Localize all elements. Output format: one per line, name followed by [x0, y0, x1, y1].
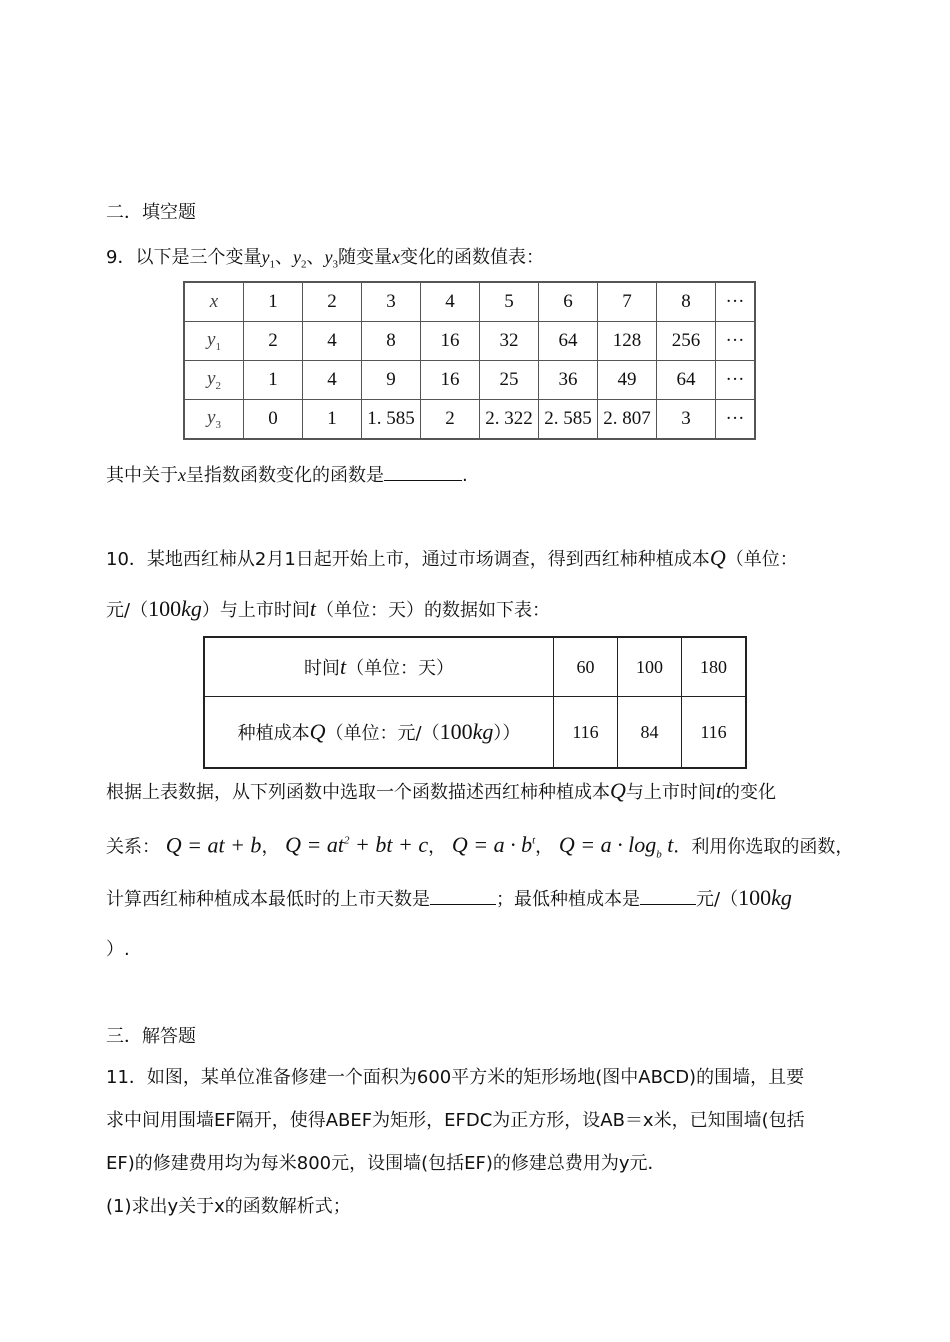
q9-table-cell: 49 — [598, 361, 657, 400]
q10-table-time-label — [204, 637, 554, 697]
q10-line3-Q: Q — [610, 778, 626, 803]
q9-table-cell: 2 — [303, 282, 362, 322]
q9-table-cell: 5 — [480, 282, 539, 322]
q10-line2-a: 元/（ — [106, 600, 149, 621]
q9-table-row-label-sub: 1 — [215, 340, 221, 353]
q10-table-cost-label — [204, 697, 554, 769]
q9-answer-prefix: 其中关于 — [106, 465, 178, 486]
q10-unit-num: 100 — [148, 596, 182, 621]
q9-table-row-label — [184, 400, 244, 440]
q9-answer-suffix: 呈指数函数变化的函数是 — [186, 465, 384, 486]
q9-table-row — [184, 400, 755, 440]
q9-table-cell: 2 — [244, 322, 303, 361]
q9-table-cell: 2. 807 — [598, 400, 657, 440]
q9-table-cell: 7 — [598, 282, 657, 322]
q9-stem-mid: 随变量 — [337, 247, 392, 268]
q9-answer-end: . — [462, 465, 468, 486]
q9-table-cell: 2 — [421, 400, 480, 440]
q10-line2-c: （单位：天）的数据如下表： — [315, 600, 550, 621]
q10-line3-a: 根据上表数据，从下列函数中选取一个函数描述西红柿种植成本 — [106, 782, 610, 803]
q10-line4 — [106, 829, 853, 867]
q10-line3-b: 与上市时间 — [625, 782, 716, 803]
q9-table-ellipsis: ··· — [716, 322, 756, 361]
q9-table-row — [184, 361, 755, 400]
q10-table-cost-unit-b: ）） — [493, 723, 521, 744]
q10-var-t: t — [309, 596, 316, 621]
q9-table-cell: 36 — [539, 361, 598, 400]
q9-var-y1-sub: 1 — [269, 258, 275, 271]
q10-line1-suffix: （单位： — [725, 549, 798, 570]
q9-table-cell: 9 — [362, 361, 421, 400]
q9-table-cell: 128 — [598, 322, 657, 361]
q9-table-row-label-var: y — [207, 407, 216, 429]
q10-f2-a: Q = at — [285, 832, 345, 858]
q9-table-cell: 1 — [244, 282, 303, 322]
q11-line3: EF)的修建费用均为每米800元，设围墙(包括EF)的修建总费用为y元． — [106, 1153, 666, 1174]
q9-table-cell: 25 — [480, 361, 539, 400]
q9-table-row-label-sub: 3 — [215, 418, 221, 431]
q10-comma: ， — [428, 836, 447, 858]
q10-line6: ）. — [106, 939, 130, 960]
q10-f4-a: Q = a · log — [558, 832, 657, 858]
q9-table-row-label — [184, 282, 244, 322]
q9-stem — [106, 245, 544, 277]
q9-table-cell: 3 — [362, 282, 421, 322]
q10-line4-a: 关系： — [106, 836, 160, 858]
q10-days-blank[interactable] — [430, 886, 496, 905]
q10-f2-b: + bt + c — [349, 832, 429, 858]
q9-table-cell: 4 — [303, 322, 362, 361]
q9-var-x: x — [391, 247, 400, 267]
q10-table-cost-unit-a: （单位：元/（ — [325, 723, 440, 744]
q9-table-cell: 0 — [244, 400, 303, 440]
q9-table-cell: 2. 322 — [480, 400, 539, 440]
q9-sep1: 、 — [274, 247, 293, 268]
q9-table-row-label-var: y — [207, 368, 216, 390]
q10-line1 — [106, 546, 798, 572]
q10-table-time-cell: 100 — [618, 637, 682, 697]
q9-table-row-label — [184, 361, 244, 400]
q9-table-ellipsis: ··· — [716, 400, 756, 440]
q10-f2-sup: 2 — [344, 835, 350, 847]
q9-table-cell: 3 — [657, 400, 716, 440]
q9-table-row-label-sub: 2 — [215, 379, 221, 392]
q9-table-ellipsis: ··· — [716, 361, 756, 400]
q9-table-cell: 64 — [657, 361, 716, 400]
q9-value-table — [183, 281, 756, 440]
q11-line1: 11．如图，某单位准备修建一个面积为600平方米的矩形场地(图中ABCD)的围墙，且要 — [106, 1067, 805, 1088]
q10-line5-b: ；最低种植成本是 — [496, 889, 640, 910]
q9-var-y3: y — [324, 247, 333, 267]
q9-stem-prefix: 9．以下是三个变量 — [106, 247, 262, 268]
q10-table-row-time — [204, 637, 746, 697]
q10-table-time-var: t — [339, 654, 347, 679]
q11-sub1: (1)求出y关于x的函数解析式； — [106, 1196, 351, 1217]
q9-table-cell: 2. 585 — [539, 400, 598, 440]
q10-comma: ， — [261, 836, 280, 858]
q10-table-cost-var: Q — [309, 719, 326, 744]
section-title-solve: 三．解答题 — [106, 1026, 196, 1047]
q10-cost-table — [203, 636, 747, 769]
q9-table-row-label-var: y — [207, 329, 216, 351]
q10-cost-blank[interactable] — [640, 886, 696, 905]
q9-table-row-label-var: x — [209, 291, 219, 312]
q9-table-cell: 1. 585 — [362, 400, 421, 440]
q10-unit-kg: kg — [181, 596, 202, 621]
q10-table-time-cell: 180 — [682, 637, 747, 697]
q10-line1-prefix: 10．某地西红柿从2月1日起开始上市，通过市场调查，得到西红柿种植成本 — [106, 549, 710, 570]
q10-table-cost-unit-num: 100 — [439, 719, 473, 744]
q9-var-y1: y — [261, 247, 270, 267]
q10-formula-quadratic — [285, 832, 428, 857]
q10-f3-sup: t — [532, 835, 536, 847]
q10-table-time-cell: 60 — [554, 637, 618, 697]
q10-var-Q: Q — [709, 545, 726, 570]
q9-var-y3-sub: 3 — [332, 258, 338, 271]
q9-table-row-label — [184, 322, 244, 361]
q10-line5-unit-kg: kg — [771, 885, 792, 910]
q9-var-y2-sub: 2 — [300, 258, 307, 271]
q9-table-cell: 6 — [539, 282, 598, 322]
q9-answer-line — [106, 462, 468, 488]
q9-stem-suffix: 变化的函数值表： — [399, 247, 544, 268]
q9-table-cell: 256 — [657, 322, 716, 361]
q10-table-cost-cell: 84 — [618, 697, 682, 769]
q9-table-cell: 16 — [421, 361, 480, 400]
q9-table-cell: 4 — [303, 361, 362, 400]
q9-table-cell: 32 — [480, 322, 539, 361]
q9-answer-x: x — [178, 465, 186, 485]
q10-line2-b: ）与上市时间 — [201, 600, 310, 621]
q10-line4-b: ．利用你选取的函数， — [673, 836, 854, 858]
q9-table-cell: 4 — [421, 282, 480, 322]
q10-table-cost-cell: 116 — [682, 697, 747, 769]
q10-line2 — [106, 597, 550, 623]
q9-table-cell: 1 — [303, 400, 362, 440]
q9-table-cell: 8 — [657, 282, 716, 322]
q10-f4-b: t — [661, 832, 674, 858]
q10-line3-t: t — [715, 778, 723, 803]
q10-table-cost-cell: 116 — [554, 697, 618, 769]
q10-line3-c: 的变化 — [722, 782, 777, 803]
q9-table-cell: 8 — [362, 322, 421, 361]
q10-line5-a: 计算西红柿种植成本最低时的上市天数是 — [106, 889, 430, 910]
q10-comma: ， — [535, 836, 554, 858]
q9-table-cell: 16 — [421, 322, 480, 361]
q10-f3-a: Q = a · b — [451, 832, 533, 858]
q10-line5-unit-num: 100 — [738, 885, 772, 910]
q10-line5 — [106, 886, 792, 912]
q10-formula-linear: Q = at + b — [165, 832, 262, 858]
q10-line5-c: 元/（ — [696, 889, 739, 910]
q10-table-time-text: 时间 — [303, 658, 340, 679]
q10-formula-logarithmic — [558, 832, 674, 861]
q11-line2: 求中间用围墙EF隔开，使得ABEF为矩形，EFDC为正方形，设AB＝x米，已知围墙(包括 — [106, 1110, 805, 1131]
q9-answer-blank[interactable] — [384, 462, 462, 481]
q9-table-row — [184, 282, 755, 322]
q9-table-cell: 1 — [244, 361, 303, 400]
q10-table-time-unit: （单位：天） — [346, 658, 455, 679]
section-title-fill-blank: 二．填空题 — [106, 202, 196, 223]
q10-table-cost-unit-kg: kg — [472, 719, 494, 744]
q9-sep2: 、 — [306, 247, 325, 268]
q10-formula-exponential — [452, 832, 535, 857]
q9-var-y2: y — [292, 247, 301, 267]
q10-f4-sub: b — [656, 848, 662, 861]
q10-line3 — [106, 779, 776, 805]
q9-table-row — [184, 322, 755, 361]
q9-table-ellipsis: ··· — [716, 282, 756, 322]
q10-table-cost-text: 种植成本 — [237, 723, 310, 744]
q10-table-row-cost — [204, 697, 746, 769]
q9-table-cell: 64 — [539, 322, 598, 361]
